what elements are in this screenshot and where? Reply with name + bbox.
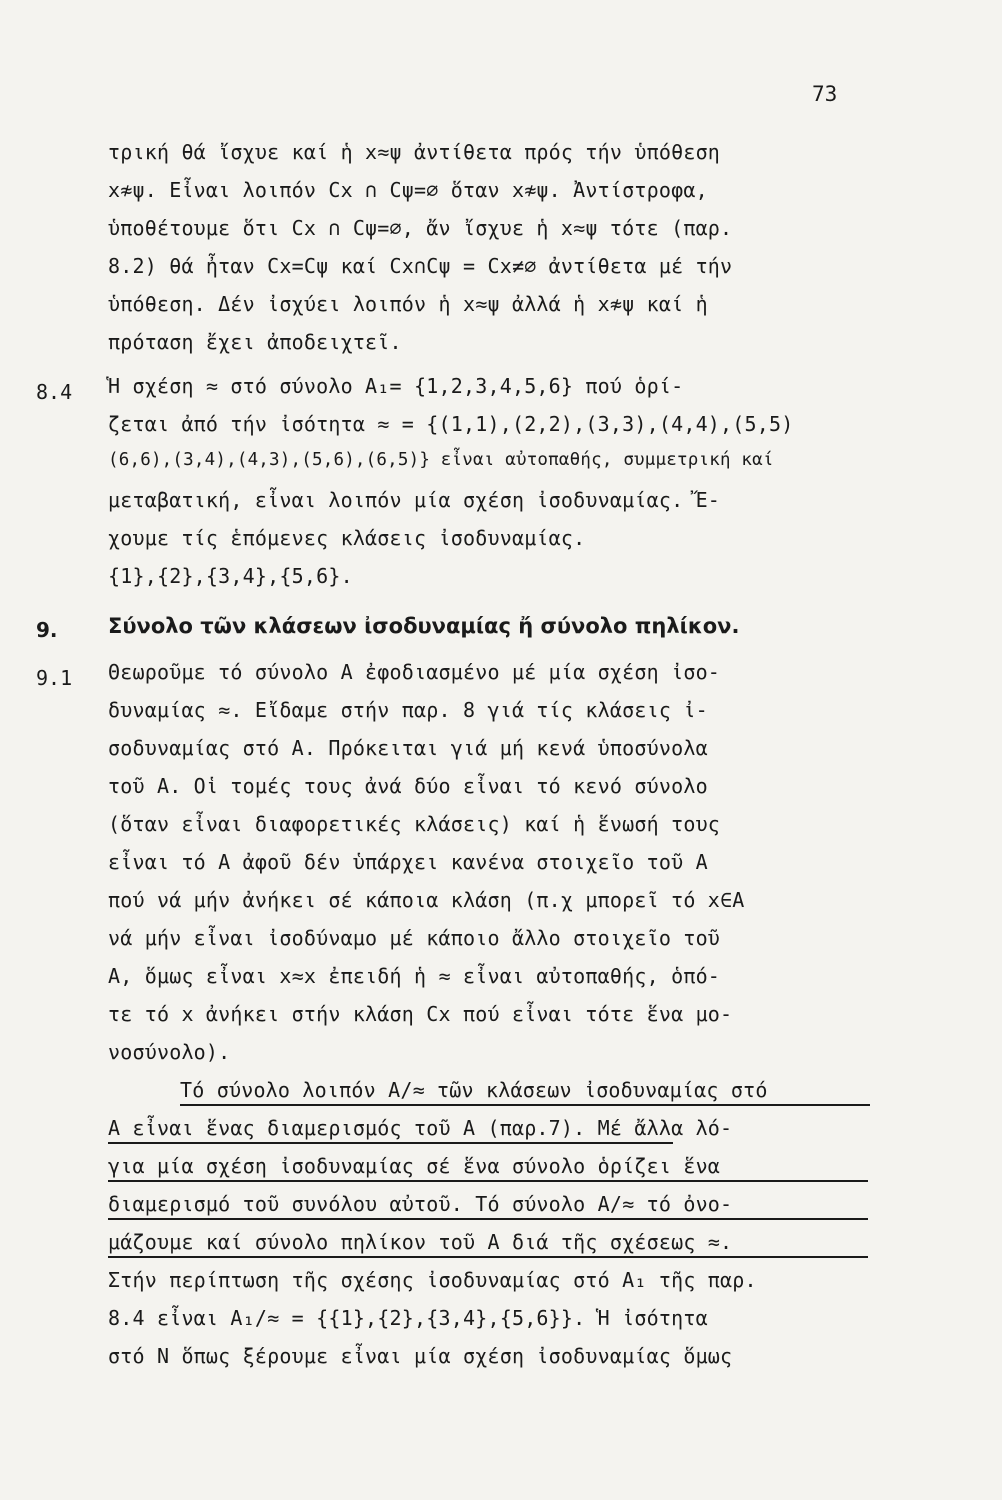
section-label: 8.4 [36,380,73,404]
text-line: μεταβατική, εἶναι λοιπόν μία σχέση ἰσοδυναμίας. Ἔ- [108,488,721,512]
section-heading-title: Σύνολο τῶν κλάσεων ἰσοδυναμίας ἤ σύνολο πηλίκον. [108,614,740,638]
text-line: Ἡ σχέση ≈ στό σύνολο A₁= {1,2,3,4,5,6} πού ὁρί- [108,374,684,398]
text-line: 8.2) θά ἦταν Cx=Cψ καί Cx∩Cψ = Cx≠∅ ἀντίθετα μέ τήν [108,254,733,278]
text-line: στό N ὅπως ξέρουμε εἶναι μία σχέση ἰσοδυναμίας ὅμως [108,1344,733,1368]
text-line: δυναμίας ≈. Εἴδαμε στήν παρ. 8 γιά τίς κλάσεις ἰ- [108,698,708,722]
text-line: x≉ψ. Εἶναι λοιπόν Cx ∩ Cψ=∅ ὅταν x≉ψ. Ἀντίστροφα, [108,178,708,202]
text-line: χουμε τίς ἑπόμενες κλάσεις ἰσοδυναμίας. [108,526,586,550]
text-line: Θεωροῦμε τό σύνολο A ἐφοδιασμένο μέ μία σχέση ἰσο- [108,660,721,684]
underline [108,1180,868,1182]
text-line: Τό σύνολο λοιπόν A/≈ τῶν κλάσεων ἰσοδυναμίας στό [180,1078,768,1102]
text-line: τε τό x ἀνήκει στήν κλάση Cx πού εἶναι τότε ἕνα μο- [108,1002,733,1026]
text-line: ὑποθέτουμε ὅτι Cx ∩ Cψ=∅, ἄν ἴσχυε ἡ x≈ψ τότε (παρ. [108,216,733,240]
text-line: A εἶναι ἕνας διαμερισμός τοῦ A (παρ.7). Μέ ἄλλα λό- [108,1116,733,1140]
text-line: τρική θά ἴσχυε καί ἡ x≈ψ ἀντίθετα πρός τήν ὑπόθεση [108,140,721,164]
text-line: (ὅταν εἶναι διαφορετικές κλάσεις) καί ἡ ἕνωσή τους [108,812,721,836]
text-line: πρόταση ἔχει ἀποδειχτεῖ. [108,330,402,354]
text-line: πού νά μήν ἀνήκει σέ κάποια κλάση (π.χ μπορεῖ τό x∈A [108,888,745,912]
page-number: 73 [812,82,838,106]
text-line: νά μήν εἶναι ἰσοδύναμο μέ κάποιο ἄλλο στοιχεῖο τοῦ [108,926,721,950]
underline [108,1256,868,1258]
section-label: 9.1 [36,666,73,690]
text-line: ζεται ἀπό τήν ἰσότητα ≈ = {(1,1),(2,2),(3,3),(4,4),(5,5) [108,412,794,436]
underline [180,1104,870,1106]
text-line: Στήν περίπτωση τῆς σχέσης ἰσοδυναμίας στό A₁ τῆς παρ. [108,1268,757,1292]
section-heading-number: 9. [36,618,58,642]
underline [108,1218,868,1220]
text-line: για μία σχέση ἰσοδυναμίας σέ ἕνα σύνολο ὁρίζει ἕνα [108,1154,721,1178]
text-line: {1},{2},{3,4},{5,6}. [108,564,353,588]
text-line: διαμερισμό τοῦ συνόλου αὐτοῦ. Τό σύνολο A/≈ τό ὀνο- [108,1192,733,1216]
text-line: νοσύνολο). [108,1040,231,1064]
text-line: A, ὅμως εἶναι x≈x ἐπειδή ἡ ≈ εἶναι αὐτοπαθής, ὁπό- [108,964,721,988]
text-line: ὑπόθεση. Δέν ἰσχύει λοιπόν ἡ x≈ψ ἀλλά ἡ x≉ψ καί ἡ [108,292,708,316]
text-line: μάζουμε καί σύνολο πηλίκον τοῦ A διά τῆς σχέσεως ≈. [108,1230,733,1254]
text-line: σοδυναμίας στό A. Πρόκειται γιά μή κενά ὑποσύνολα [108,736,708,760]
text-line: εἶναι τό A ἀφοῦ δέν ὑπάρχει κανένα στοιχεῖο τοῦ A [108,850,708,874]
text-line: τοῦ A. Οἱ τομές τους ἀνά δύο εἶναι τό κενό σύνολο [108,774,708,798]
text-line: (6,6),(3,4),(4,3),(5,6),(6,5)} εἶναι αὐτοπαθής, συμμετρική καί [108,450,774,470]
text-line: 8.4 εἶναι A₁/≈ = {{1},{2},{3,4},{5,6}}. Ἡ ἰσότητα [108,1306,708,1330]
underline [108,1142,673,1144]
